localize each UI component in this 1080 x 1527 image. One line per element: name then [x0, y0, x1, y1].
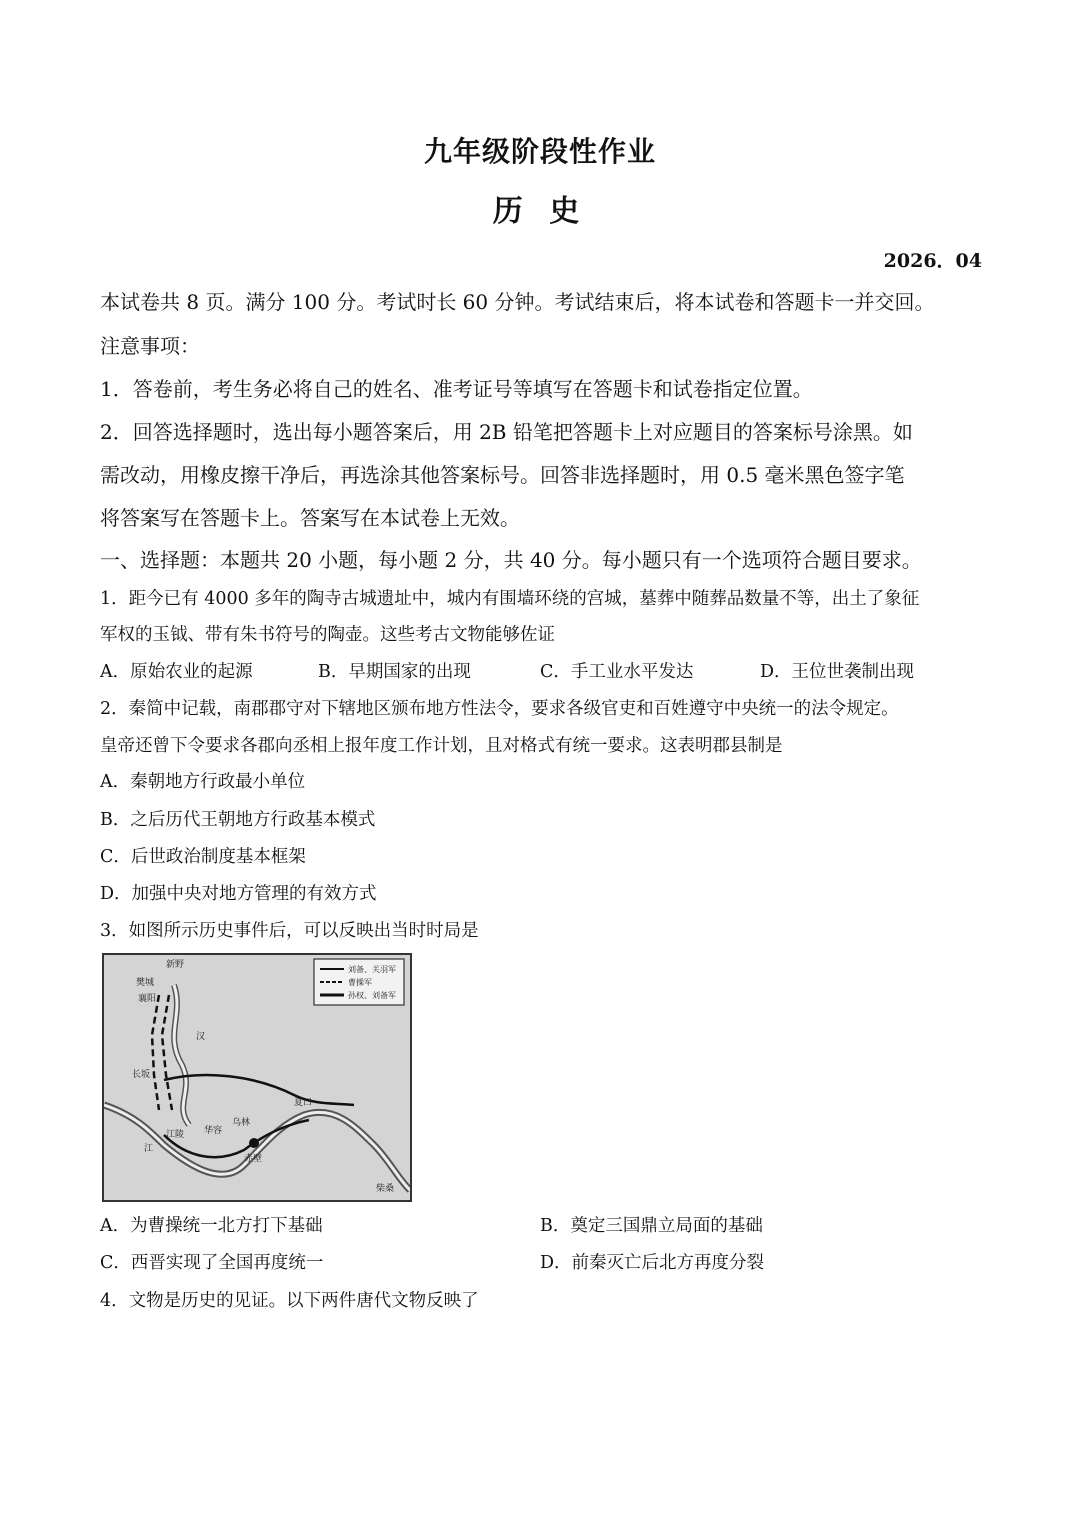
- place-label: 新野: [166, 960, 185, 970]
- place-label: 江陵: [166, 1130, 185, 1140]
- question-1-stem: 1．距今已有 4000 多年的陶寺古城遗址中，城内有围墙环绕的宫城，墓葬中随葬品数量不等，出土了象征: [100, 589, 920, 609]
- place-label: 襄阳: [138, 994, 157, 1004]
- question-1-stem: 军权的玉钺、带有朱书符号的陶壶。这些考古文物能够佐证: [100, 625, 555, 645]
- map-drawing: [104, 955, 410, 1200]
- question-1-option-c[interactable]: C．手工业水平发达: [540, 662, 694, 682]
- place-label: 樊城: [136, 978, 155, 988]
- question-4-stem: 4．文物是历史的见证。以下两件唐代文物反映了: [100, 1291, 479, 1311]
- question-1-option-b[interactable]: B．早期国家的出现: [318, 662, 471, 682]
- question-3-option-a[interactable]: A．为曹操统一北方打下基础: [100, 1216, 323, 1236]
- question-2-option-c[interactable]: C．后世政治制度基本框架: [100, 847, 306, 867]
- question-2-option-b[interactable]: B．之后历代王朝地方行政基本模式: [100, 810, 376, 830]
- question-2-option-a[interactable]: A．秦朝地方行政最小单位: [100, 772, 306, 792]
- note-2-line-1: 2．回答选择题时，选出每小题答案后，用 2B 铅笔把答题卡上对应题目的答案标号涂黑。如: [100, 420, 913, 444]
- question-3-option-d[interactable]: D．前秦灭亡后北方再度分裂: [540, 1253, 765, 1273]
- place-label: 汉: [196, 1032, 206, 1042]
- place-label: 柴桑: [376, 1184, 395, 1194]
- question-3-option-b[interactable]: B．奠定三国鼎立局面的基础: [540, 1216, 763, 1236]
- section-heading: 一、选择题：本题共 20 小题，每小题 2 分，共 40 分。每小题只有一个选项符合题目要求。: [100, 548, 922, 572]
- note-2-line-3: 将答案写在答题卡上。答案写在本试卷上无效。: [100, 506, 520, 530]
- intro-line: 本试卷共 8 页。满分 100 分。考试时长 60 分钟。考试结束后，将本试卷和答题卡一并交回。: [100, 290, 935, 314]
- exam-title: 九年级阶段性作业: [423, 135, 656, 168]
- question-1-option-a[interactable]: A．原始农业的起源: [100, 662, 253, 682]
- question-2-stem: 皇帝还曾下令要求各郡向丞相上报年度工作计划，且对格式有统一要求。这表明郡县制是: [100, 736, 783, 756]
- place-label: 华容: [204, 1126, 223, 1136]
- legend-label: 曹操军: [348, 978, 372, 987]
- question-2-option-d[interactable]: D．加强中央对地方管理的有效方式: [100, 884, 377, 904]
- subject-title: 历 史: [492, 194, 588, 229]
- notes-heading: 注意事项：: [100, 334, 200, 358]
- exam-date: 2026．04: [883, 250, 982, 272]
- question-3-stem: 3．如图所示历史事件后，可以反映出当时时局是: [100, 921, 479, 941]
- place-label: 夏口: [294, 1098, 313, 1108]
- legend-label: 刘备、关羽军: [348, 965, 396, 974]
- battle-marker: [249, 1138, 259, 1148]
- question-1-option-d[interactable]: D．王位世袭制出现: [760, 662, 915, 682]
- place-label: 长坂: [132, 1070, 151, 1080]
- note-1: 1．答卷前，考生务必将自己的姓名、准考证号等填写在答题卡和试卷指定位置。: [100, 377, 813, 401]
- note-2-line-2: 需改动，用橡皮擦干净后，再选涂其他答案标号。回答非选择题时，用 0.5 毫米黑色签字笔: [100, 463, 905, 487]
- red-cliffs-map: [102, 953, 412, 1202]
- question-3-option-c[interactable]: C．西晋实现了全国再度统一: [100, 1253, 324, 1273]
- place-label: 江: [144, 1144, 154, 1154]
- place-label: 赤壁: [244, 1154, 263, 1164]
- legend-label: 孙权、刘备军: [348, 991, 396, 1000]
- place-label: 乌林: [232, 1118, 251, 1128]
- question-2-stem: 2．秦简中记载，南郡郡守对下辖地区颁布地方性法令，要求各级官吏和百姓遵守中央统一的法令规定。: [100, 699, 899, 719]
